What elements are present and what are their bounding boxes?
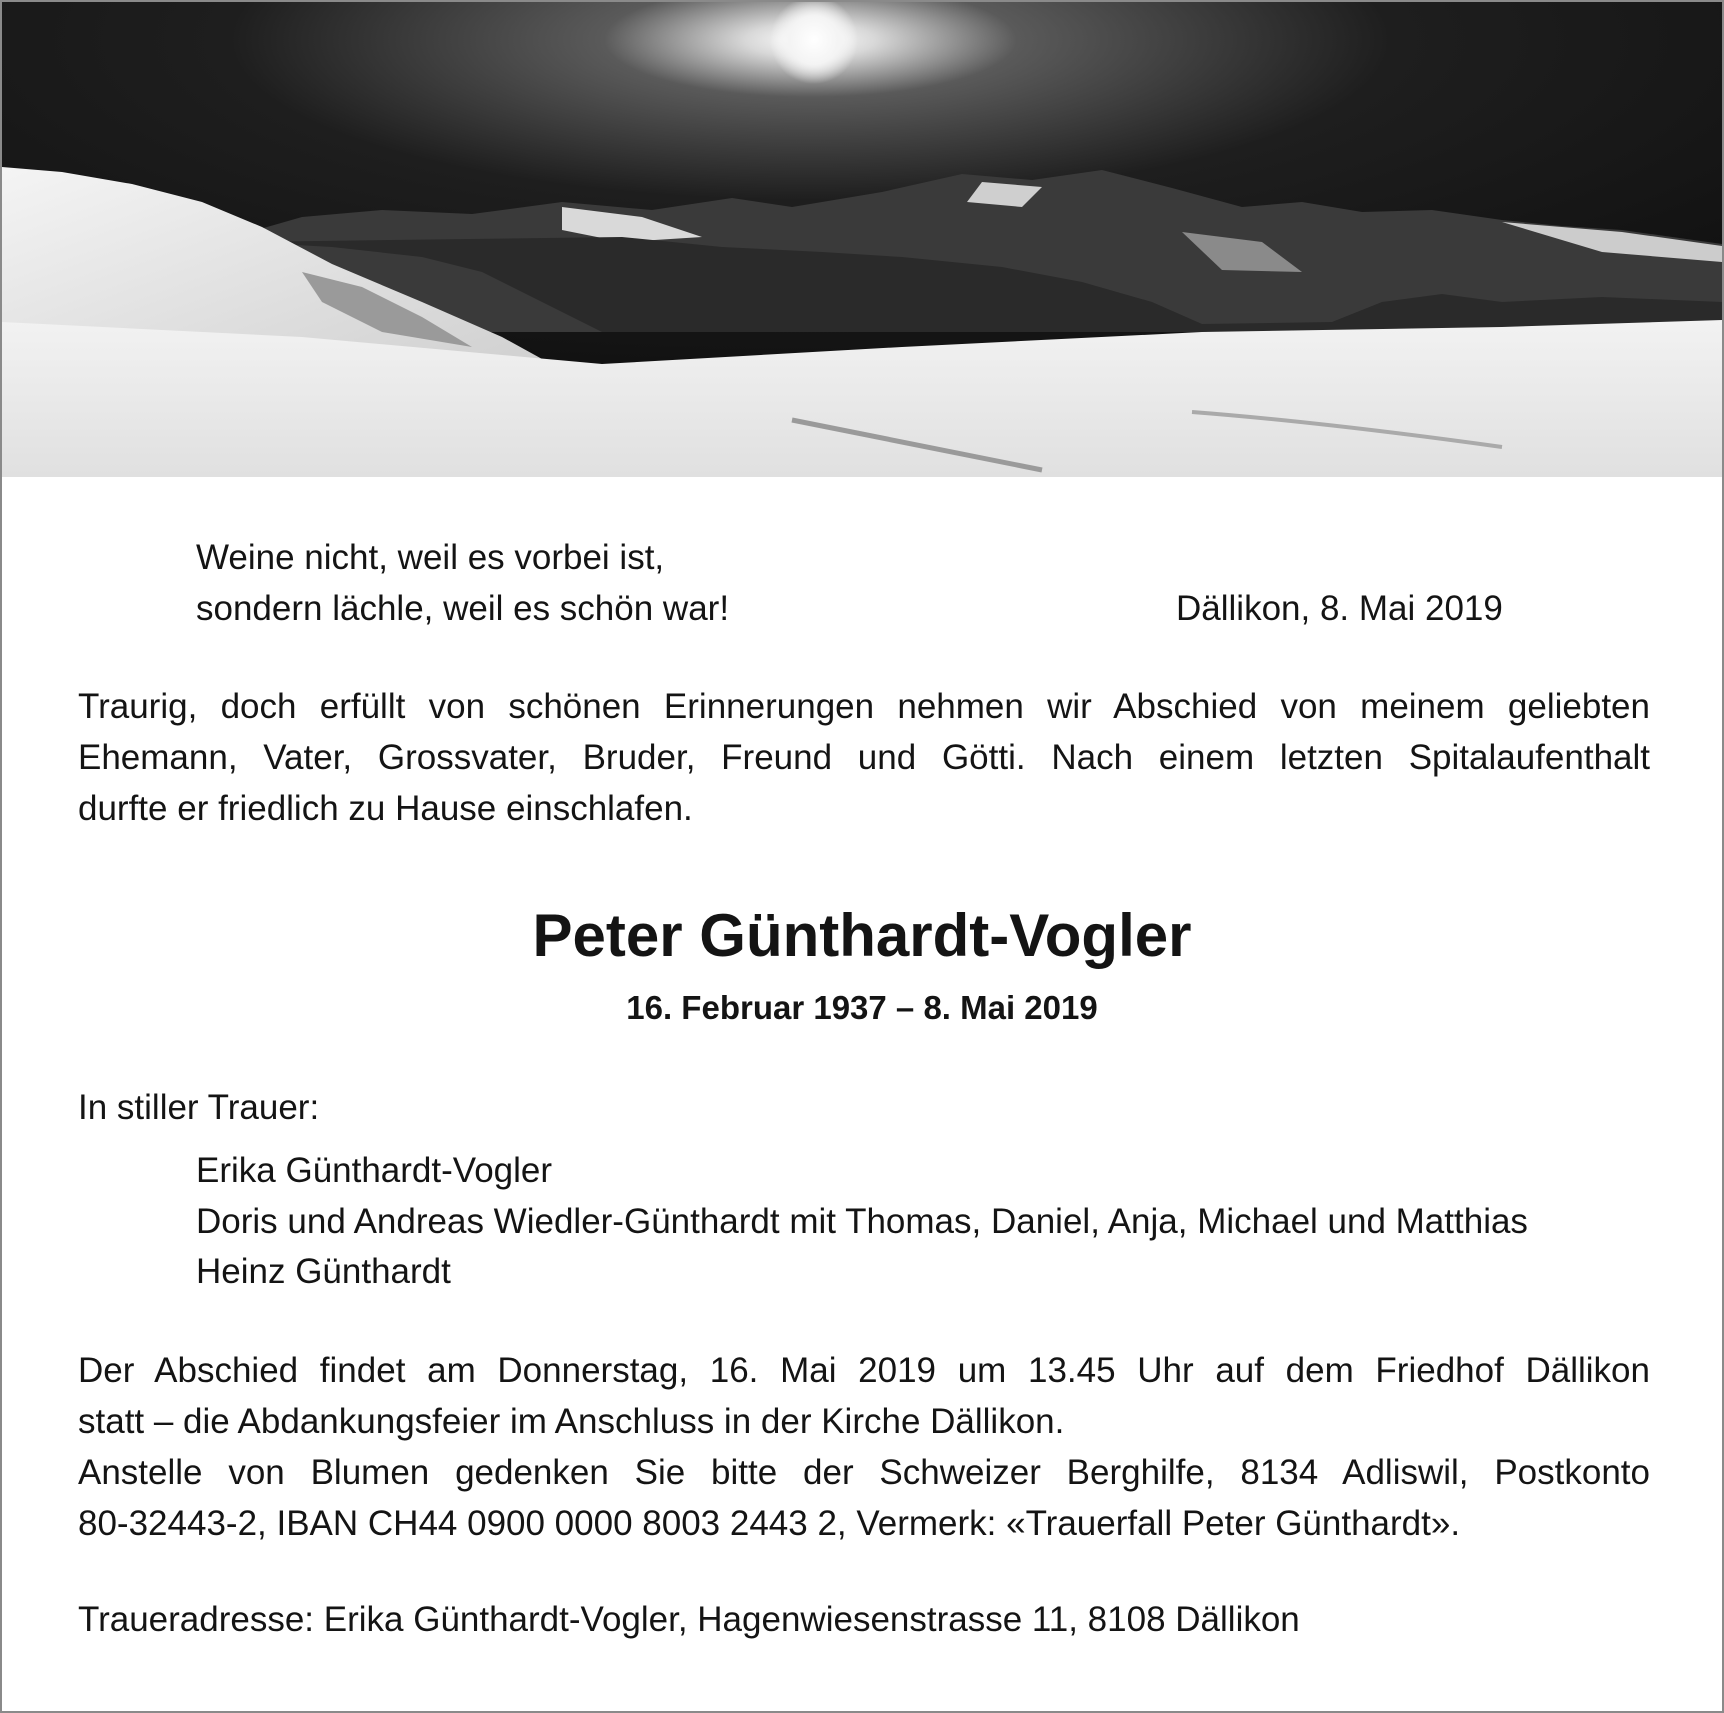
intro-line-2: Ehemann, Vater, Grossvater, Bruder, Freund und Götti. Nach einem letzten Spitalaufenthalt [78,738,1650,777]
mourners-heading: In stiller Trauer: [78,1088,320,1127]
farewell-line-2: statt – die Abdankungsfeier im Anschluss in der Kirche Dällikon. [78,1402,1065,1441]
intro-paragraph [78,681,1650,834]
mourner-name: Erika Günthardt-Vogler [196,1151,553,1190]
life-dates: 16. Februar 1937 – 8. Mai 2019 [626,989,1098,1026]
farewell-paragraph [78,1345,1650,1549]
motto-line-2: sondern lächle, weil es schön war! [196,589,730,628]
farewell-line-3: Anstelle von Blumen gedenken Sie bitte der Schweizer Berghilfe, 8134 Adliswil, Postkonto [78,1453,1650,1492]
mourner-name: Doris und Andreas Wiedler-Günthardt mit Thomas, Daniel, Anja, Michael und Matthias [196,1202,1528,1241]
intro-line-1: Traurig, doch erfüllt von schönen Erinnerungen nehmen wir Abschied von meinem geliebten [78,687,1650,726]
mourner-name: Heinz Günthardt [196,1252,451,1291]
motto-line-1: Weine nicht, weil es vorbei ist, [196,538,665,577]
mountain-landscape-photo [2,2,1722,477]
intro-line-3: durfte er friedlich zu Hause einschlafen. [78,789,693,828]
mourning-address: Traueradresse: Erika Günthardt-Vogler, Hagenwiesenstrasse 11, 8108 Dällikon [78,1600,1300,1639]
farewell-line-4: 80-32443-2, IBAN CH44 0900 0000 8003 2443 2, Vermerk: «Trauerfall Peter Günthardt». [78,1504,1461,1543]
farewell-line-1: Der Abschied findet am Donnerstag, 16. Mai 2019 um 13.45 Uhr auf dem Friedhof Dällikon [78,1351,1650,1390]
place-date: Dällikon, 8. Mai 2019 [1176,589,1503,628]
deceased-name: Peter Günthardt-Vogler [532,902,1192,969]
